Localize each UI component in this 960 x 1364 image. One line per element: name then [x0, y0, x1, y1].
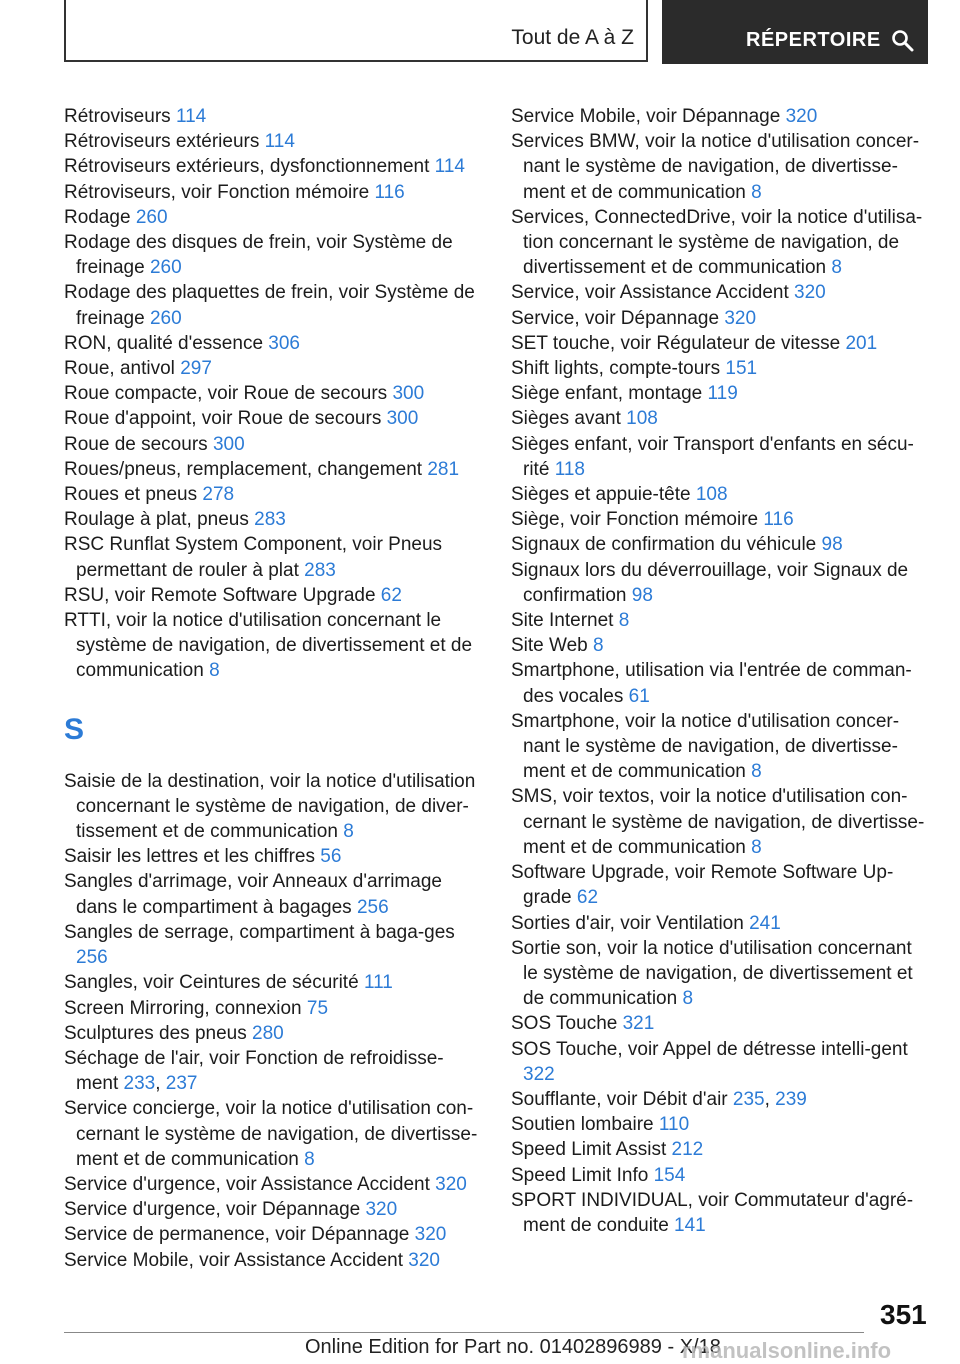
page-link[interactable]: 260	[149, 307, 182, 329]
page-link[interactable]: 300	[392, 383, 425, 405]
index-entry-text: Roulage à plat, pneus	[64, 509, 249, 531]
page-link[interactable]: 114	[434, 156, 465, 178]
page-link[interactable]: 300	[212, 433, 245, 455]
index-column-left	[64, 104, 484, 1273]
header-tabs	[64, 0, 928, 64]
index-entry-text: Rétroviseurs extérieurs	[64, 131, 260, 153]
index-entry-text: Rétroviseurs extérieurs, dysfonctionnement	[64, 156, 430, 178]
watermark: rmanualsonline.info	[682, 1338, 892, 1363]
index-entry	[511, 129, 931, 205]
page-link[interactable]: 256	[356, 896, 389, 918]
page-link[interactable]: 56	[320, 846, 342, 868]
page-link[interactable]: 320	[414, 1224, 447, 1246]
index-entry-text: Smartphone, utilisation via l'entrée de comman-des vocales	[511, 660, 912, 707]
index-entry-text: Signaux de confirmation du véhicule	[511, 534, 817, 556]
index-entry	[64, 381, 484, 406]
index-entry	[511, 331, 931, 356]
index-entry	[511, 709, 931, 785]
index-entry-text: Rétroviseurs, voir Fonction mémoire	[64, 181, 370, 203]
index-entry	[64, 1096, 484, 1172]
index-entry	[64, 1248, 484, 1273]
page-link[interactable]: 260	[135, 206, 168, 228]
page-link[interactable]: 108	[626, 408, 658, 430]
tab-a-to-z[interactable]	[64, 0, 648, 62]
index-entry-text: Séchage de l'air, voir Fonction de refroidisse-ment	[64, 1047, 444, 1095]
index-entry-text: RSC Runflat System Component, voir Pneus permettant de rouler à plat	[64, 534, 443, 581]
page-link[interactable]: 98	[821, 534, 843, 556]
page-link[interactable]: 235	[732, 1088, 765, 1110]
page-link[interactable]: 260	[149, 257, 182, 279]
index-group-s	[64, 769, 484, 1273]
index-entry-text: Service de permanence, voir Dépannage	[64, 1224, 410, 1246]
index-entry	[64, 432, 484, 457]
page-link[interactable]: 306	[268, 332, 300, 354]
index-entry	[64, 970, 484, 995]
index-entry	[511, 558, 931, 608]
tab-repertoire-label: RÉPERTOIRE	[746, 29, 881, 51]
index-entry-text: Sangles de serrage, compartiment à baga-ges	[64, 921, 455, 943]
page-link[interactable]: 297	[180, 358, 212, 380]
index-entry	[64, 482, 484, 507]
index-entry-text: Sièges avant	[511, 408, 621, 430]
index-entry-text: Shift lights, compte-tours	[511, 358, 721, 380]
index-entry	[64, 205, 484, 230]
index-entry-text: Software Upgrade, voir Remote Software Up-grade	[511, 862, 894, 909]
page-link[interactable]: 8	[751, 761, 762, 783]
index-entry-text: Sorties d'air, voir Ventilation	[511, 912, 744, 934]
page-link[interactable]: 237	[165, 1073, 198, 1095]
page-link[interactable]: 62	[576, 887, 599, 909]
page-link[interactable]: 8	[304, 1148, 315, 1170]
index-entry-text: Screen Mirroring, connexion	[64, 997, 302, 1019]
index-entry	[64, 280, 484, 330]
index-entry	[511, 482, 931, 507]
index-entry	[64, 532, 484, 582]
index-entry	[511, 406, 931, 431]
index-entry	[511, 1137, 931, 1162]
index-entry	[64, 331, 484, 356]
index-entry: Soufflante, voir Débit d'air 235, 239	[511, 1088, 807, 1110]
index-entry	[511, 1037, 931, 1087]
footer-divider	[64, 1332, 864, 1333]
page-link[interactable]: 116	[374, 181, 405, 203]
tab-a-to-z-label: Tout de A à Z	[511, 26, 634, 49]
index-entry-text: Services, ConnectedDrive, voir la notice d'utilisa-tion concernant le système de navigation, de divertissement et de communication	[511, 206, 923, 279]
index-entry-text: SOS Touche, voir Appel de détresse intelli-gent	[511, 1038, 908, 1060]
index-entry-text: Roue de secours	[64, 433, 208, 455]
page-link[interactable]: 233	[123, 1073, 156, 1095]
index-entry-text: Soufflante, voir Débit d'air	[511, 1088, 728, 1110]
tab-repertoire[interactable]	[662, 0, 928, 64]
index-entry-text: Sièges et appuie-tête	[511, 484, 691, 506]
page-link[interactable]: 111	[363, 972, 393, 994]
index-entry	[511, 608, 931, 633]
index-entry	[511, 1011, 931, 1036]
index-entry	[511, 784, 931, 860]
page-link[interactable]: 212	[671, 1139, 704, 1161]
page-link[interactable]: 141	[674, 1214, 706, 1236]
index-entry-text: Siège, voir Fonction mémoire	[511, 509, 759, 531]
index-entry	[64, 996, 484, 1021]
index-entry	[511, 280, 931, 305]
index-group-s-continued	[511, 104, 931, 1238]
index-entry-text: Sangles d'arrimage, voir Anneaux d'arrimage dans le compartiment à bagages	[64, 871, 442, 918]
index-entry	[511, 1163, 931, 1188]
index-entry-text: Sangles, voir Ceintures de sécurité	[64, 972, 359, 994]
index-entry	[64, 844, 484, 869]
index-entry-text: Site Internet	[511, 610, 614, 632]
page-link[interactable]: 119	[707, 383, 738, 405]
index-entry-text: Site Web	[511, 635, 588, 657]
page-link[interactable]: 8	[751, 181, 762, 203]
index-entry	[511, 356, 931, 381]
page-number: 351	[880, 1299, 927, 1330]
index-entry	[64, 457, 484, 482]
index-entry-text: Roues et pneus	[64, 484, 198, 506]
page-link[interactable]: 283	[304, 559, 336, 581]
index-entry: Séchage de l'air, voir Fonction de refroidisse-ment 233, 237	[64, 1047, 444, 1095]
page-link[interactable]: 320	[435, 1173, 467, 1195]
index-entry-text: Service Mobile, voir Assistance Accident	[64, 1249, 403, 1271]
index-entry	[64, 583, 484, 608]
index-entry-text: Rodage des plaquettes de frein, voir Système de freinage	[64, 282, 475, 329]
index-entry-text: Services BMW, voir la notice d'utilisation concer-nant le système de navigation, de divertisse-ment et de communication	[511, 131, 920, 203]
index-entry-text: Speed Limit Info	[511, 1164, 649, 1186]
index-entry	[64, 1021, 484, 1046]
index-entry-text: Soutien lombaire	[511, 1114, 654, 1136]
search-icon[interactable]	[891, 29, 915, 53]
index-entry-text: RTTI, voir la notice d'utilisation concernant le système de navigation, de divertissement et de communication	[64, 610, 473, 682]
index-entry-text: Sortie son, voir la notice d'utilisation concernant le système de navigation, de divertissement et de communication	[511, 937, 913, 1010]
index-entry	[511, 205, 931, 281]
index-entry-text: Saisir les lettres et les chiffres	[64, 846, 315, 868]
index-entry-text: SOS Touche	[511, 1013, 618, 1035]
index-entry-text: Service d'urgence, voir Assistance Accident	[64, 1173, 430, 1195]
index-entry	[511, 658, 931, 708]
index-entry	[511, 104, 931, 129]
index-entry	[64, 406, 484, 431]
footer-edition: Online Edition for Part no. 01402896989 - X/18	[305, 1336, 721, 1358]
page-link[interactable]: 154	[653, 1164, 686, 1186]
index-entry-text: Siège enfant, montage	[511, 383, 703, 405]
index-entry	[64, 154, 484, 179]
page-link[interactable]: 118	[554, 458, 585, 480]
index-entry-text: RSU, voir Remote Software Upgrade	[64, 584, 376, 606]
index-entry-text: Service concierge, voir la notice d'utilisation con-cernant le système de navigation, de divertisse-ment et de communication	[64, 1098, 478, 1170]
page-link[interactable]: 321	[622, 1013, 655, 1035]
index-entry	[64, 608, 484, 684]
page-link[interactable]: 8	[618, 610, 630, 632]
page-link[interactable]: 322	[523, 1063, 555, 1085]
page-link[interactable]: 280	[252, 1022, 284, 1044]
page-link[interactable]: 278	[202, 484, 235, 506]
page-link[interactable]: 241	[749, 912, 781, 934]
page-link[interactable]: 8	[343, 821, 354, 843]
index-entry-text: RON, qualité d'essence	[64, 332, 264, 354]
index-entry-text: Roues/pneus, remplacement, changement	[64, 458, 423, 480]
index-entry-text: Rodage des disques de frein, voir Système de freinage	[64, 232, 453, 279]
index-entry-text: Service Mobile, voir Dépannage	[511, 106, 781, 127]
index-entry-text: Sièges enfant, voir Transport d'enfants en sécu-rité	[511, 433, 914, 480]
index-entry-text: Rodage	[64, 206, 131, 228]
index-entry	[64, 507, 484, 532]
index-entry-text: Service, voir Dépannage	[511, 307, 720, 329]
index-entry-text: Rétroviseurs	[64, 106, 171, 127]
index-entry	[64, 104, 484, 129]
page-link[interactable]: 62	[380, 584, 402, 606]
page-link[interactable]: 320	[724, 307, 757, 329]
index-entry	[511, 633, 931, 658]
page-link[interactable]: 151	[725, 358, 758, 380]
index-entry-text: Speed Limit Assist	[511, 1139, 667, 1161]
page-link[interactable]: 281	[427, 458, 460, 480]
page-link[interactable]: 320	[794, 282, 826, 304]
index-entry	[64, 1172, 484, 1197]
index-entry	[511, 306, 931, 331]
page-link[interactable]: 283	[254, 509, 286, 531]
page-link[interactable]: 98	[631, 584, 653, 606]
section-letter: S	[64, 712, 85, 746]
index-entry-text: Roue d'appoint, voir Roue de secours	[64, 408, 382, 430]
page-link[interactable]: 239	[775, 1088, 807, 1110]
page-link[interactable]: 116	[763, 509, 794, 531]
index-entry-text: Smartphone, voir la notice d'utilisation concer-nant le système de navigation, de divertisse-ment et de communication	[511, 710, 900, 783]
index-entry	[64, 869, 484, 919]
page-link[interactable]: 8	[682, 988, 694, 1010]
page-link[interactable]: 320	[365, 1199, 398, 1221]
page-link[interactable]: 256	[76, 947, 108, 969]
index-entry-text: Signaux lors du déverrouillage, voir Signaux de confirmation	[511, 559, 909, 606]
index-entry-text: Roue compacte, voir Roue de secours	[64, 383, 388, 405]
page-link[interactable]: 61	[628, 685, 650, 707]
index-entry-text: SET touche, voir Régulateur de vitesse	[511, 332, 841, 354]
index-entry	[511, 911, 931, 936]
index-entry	[64, 769, 484, 845]
index-entry	[511, 532, 931, 557]
index-entry	[64, 129, 484, 154]
page-link[interactable]: 201	[845, 332, 878, 354]
page-link[interactable]: 110	[658, 1114, 690, 1136]
page-link[interactable]: 114	[264, 131, 295, 153]
page-link[interactable]: 300	[386, 408, 419, 430]
page-link[interactable]: 8	[593, 635, 604, 657]
index-column-right	[511, 104, 931, 1238]
index-group-r	[64, 104, 484, 684]
index-entry	[64, 1197, 484, 1222]
page-link[interactable]: 75	[306, 997, 329, 1019]
page-link[interactable]: 320	[785, 106, 818, 127]
index-entry	[511, 1188, 931, 1238]
index-entry-text: Service d'urgence, voir Dépannage	[64, 1199, 361, 1221]
page-link[interactable]: 108	[695, 484, 728, 506]
index-entry-text: Saisie de la destination, voir la notice d'utilisation concernant le système de navigation, de diver-tissement et de communication	[64, 770, 476, 843]
index-entry	[64, 230, 484, 280]
index-entry	[64, 920, 484, 970]
index-entry	[511, 1112, 931, 1137]
index-entry	[511, 507, 931, 532]
index-entry	[64, 1222, 484, 1247]
index-entry	[511, 381, 931, 406]
page-link[interactable]: 320	[408, 1249, 440, 1271]
index-entry-text: Roue, antivol	[64, 358, 175, 380]
index-entry	[64, 180, 484, 205]
index-entry	[511, 432, 931, 482]
index-entry	[64, 356, 484, 381]
index-entry	[511, 936, 931, 1012]
index-entry-text: SPORT INDIVIDUAL, voir Commutateur d'agré-ment de conduite	[511, 1189, 914, 1236]
index-entry-text: Service, voir Assistance Accident	[511, 282, 789, 304]
index-entry-text: SMS, voir textos, voir la notice d'utilisation con-cernant le système de navigation, de divertisse-ment et de communication	[511, 786, 925, 858]
index-entry	[511, 860, 931, 910]
page-link[interactable]: 114	[175, 106, 207, 127]
page-link[interactable]: 8	[831, 257, 842, 279]
index-entry-text: Sculptures des pneus	[64, 1022, 247, 1044]
page-link[interactable]: 8	[751, 836, 762, 858]
page-link[interactable]: 8	[209, 660, 220, 682]
